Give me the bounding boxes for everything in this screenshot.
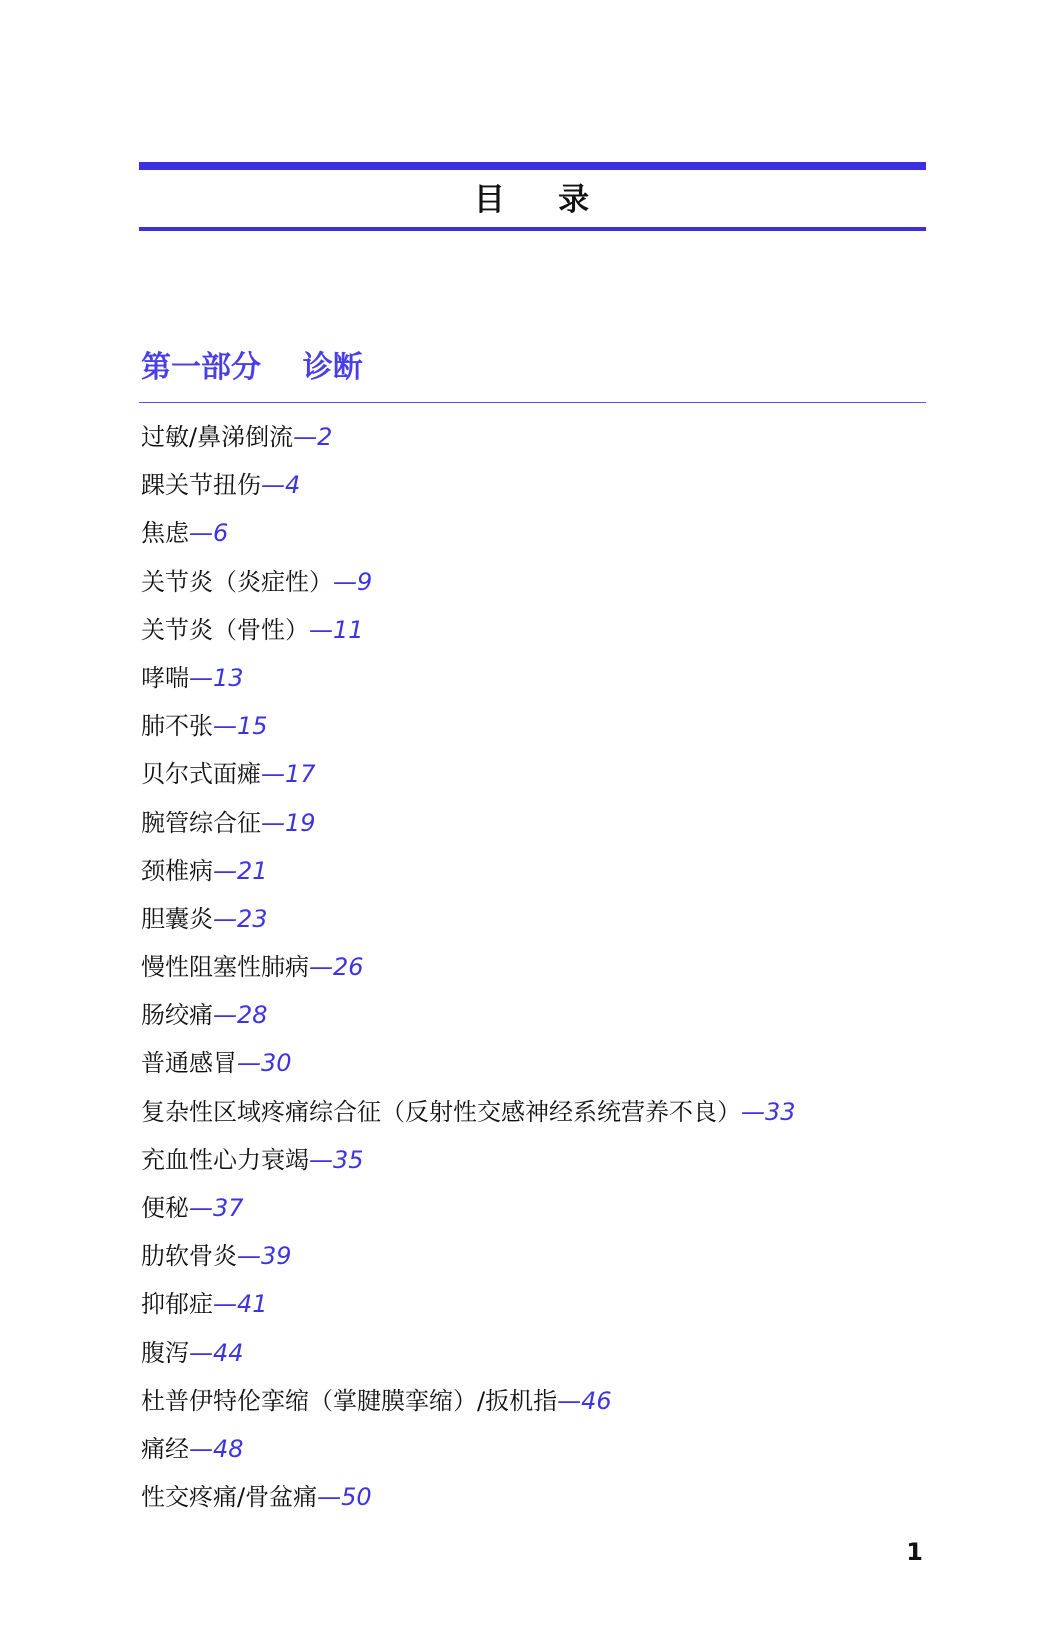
toc-entry-title: 抑郁症 [141, 1290, 213, 1319]
toc-entry-separator: — [557, 1386, 582, 1415]
toc-entry-title: 杜普伊特伦挛缩（掌腱膜挛缩）/扳机指 [141, 1386, 558, 1415]
toc-entry-page: 33 [765, 1097, 796, 1126]
toc-entry-page: 21 [237, 856, 268, 885]
toc-entry-title: 慢性阻塞性肺病 [141, 953, 309, 982]
toc-entry-separator: — [189, 1434, 213, 1463]
toc-entry-title: 复杂性区域疼痛综合征（反射性交感神经系统营养不良） [141, 1097, 741, 1126]
toc-entry-separator: — [261, 471, 285, 500]
page-number: 1 [906, 1538, 923, 1566]
toc-entry-title: 贝尔式面瘫 [141, 760, 261, 789]
toc-entry-separator: — [189, 519, 213, 548]
toc-entry-separator: — [189, 1338, 213, 1367]
toc-entry-page: 11 [333, 615, 364, 644]
toc-entry-title: 关节炎（骨性） [141, 615, 309, 644]
toc-entry-title: 便秘 [141, 1194, 189, 1222]
toc-entry-title: 胆囊炎 [141, 904, 213, 933]
toc-entry-title: 颈椎病 [141, 856, 213, 885]
toc-entry[interactable] [141, 1092, 941, 1140]
toc-entry-separator: — [213, 856, 237, 885]
toc-entry-title: 腕管综合征 [141, 808, 261, 837]
toc-entry-separator: — [189, 663, 213, 692]
title-top-rule [139, 162, 926, 170]
toc-entry-separator: — [213, 1001, 237, 1030]
toc-entry-title: 痛经 [141, 1434, 189, 1463]
toc-entry-page: 50 [341, 1483, 372, 1512]
toc-entry-separator: — [309, 1145, 333, 1174]
toc-entry[interactable] [141, 899, 941, 947]
toc-entry-separator: — [237, 1049, 261, 1078]
toc-entry-page: 4 [285, 471, 301, 500]
toc-entry[interactable] [141, 513, 941, 561]
toc-entry-page: 19 [285, 808, 316, 837]
toc-entry-page: 15 [237, 712, 268, 741]
toc-entry-separator: — [237, 1242, 261, 1271]
toc-entry[interactable] [141, 706, 941, 754]
toc-entry[interactable] [141, 1236, 941, 1284]
toc-entry-title: 普通感冒 [141, 1049, 237, 1078]
toc-entry-page: 37 [213, 1194, 244, 1222]
toc-entry[interactable] [141, 658, 941, 706]
toc-entry-page: 41 [237, 1290, 268, 1319]
toc-entry-separator: — [741, 1097, 765, 1126]
toc-entry-page: 48 [213, 1434, 244, 1463]
toc-entry-page: 26 [333, 953, 364, 982]
toc-entry-separator: — [317, 1483, 342, 1512]
toc-entry[interactable] [141, 1477, 941, 1525]
toc-entry[interactable] [141, 1284, 941, 1332]
toc-entry[interactable] [141, 803, 941, 851]
toc-entry-page: 28 [237, 1001, 268, 1030]
toc-entry-separator: — [333, 567, 357, 596]
toc-entry[interactable] [141, 1429, 941, 1477]
toc-entry-title: 肠绞痛 [141, 1001, 213, 1030]
toc-entry-title: 踝关节扭伤 [141, 471, 261, 500]
toc-entry[interactable] [141, 562, 941, 610]
toc-entry-title: 性交疼痛/骨盆痛 [141, 1483, 318, 1512]
toc-entry[interactable] [141, 1188, 941, 1236]
toc-entry-separator: — [293, 423, 318, 451]
toc-entry-separator: — [309, 615, 333, 644]
toc-entry[interactable] [141, 995, 941, 1043]
toc-entry[interactable] [141, 1381, 941, 1429]
toc-entry[interactable] [141, 610, 941, 658]
toc-entry-page: 2 [317, 423, 333, 451]
section-rule [139, 402, 926, 403]
toc-entry-title: 过敏/鼻涕倒流 [141, 423, 294, 451]
toc-entry[interactable] [141, 1043, 941, 1091]
toc-entry-separator: — [213, 1290, 237, 1319]
toc-entry[interactable] [141, 417, 941, 465]
toc-entry-page: 6 [213, 519, 229, 548]
section-heading: 第一部分 诊断 [141, 350, 363, 385]
toc-entry-title: 关节炎（炎症性） [141, 567, 333, 596]
toc-entry[interactable] [141, 754, 941, 802]
toc-entry-page: 46 [581, 1386, 612, 1415]
toc-entry-page: 13 [213, 663, 244, 692]
toc-entry-separator: — [261, 760, 285, 789]
toc-entry-separator: — [309, 953, 333, 982]
toc-entry-separator: — [189, 1194, 213, 1222]
toc-entry-title: 肺不张 [141, 712, 213, 741]
toc-entry-separator: — [261, 808, 285, 837]
title-bottom-rule [139, 227, 926, 231]
toc-entry-page: 23 [237, 904, 268, 933]
toc-entry-separator: — [213, 904, 237, 933]
toc-entry[interactable] [141, 1140, 941, 1188]
toc-entry[interactable] [141, 465, 941, 513]
toc-entry-page: 30 [261, 1049, 292, 1078]
toc-entry-page: 9 [357, 567, 373, 596]
toc-entry-title: 腹泻 [141, 1338, 189, 1367]
toc-entry-title: 充血性心力衰竭 [141, 1145, 309, 1174]
toc-entry-page: 44 [213, 1338, 244, 1367]
toc-entry-title: 哮喘 [141, 663, 189, 692]
toc-entry-page: 17 [285, 760, 316, 789]
toc-entry[interactable] [141, 947, 941, 995]
page-title: 目 录 [473, 182, 592, 218]
toc-entry[interactable] [141, 851, 941, 899]
toc-entry-title: 焦虑 [141, 519, 189, 548]
toc-entry[interactable] [141, 1333, 941, 1381]
toc-entry-page: 39 [261, 1242, 292, 1271]
toc-entry-separator: — [213, 712, 237, 741]
toc-list [141, 417, 941, 1525]
toc-entry-page: 35 [333, 1145, 364, 1174]
toc-entry-title: 肋软骨炎 [141, 1242, 237, 1271]
